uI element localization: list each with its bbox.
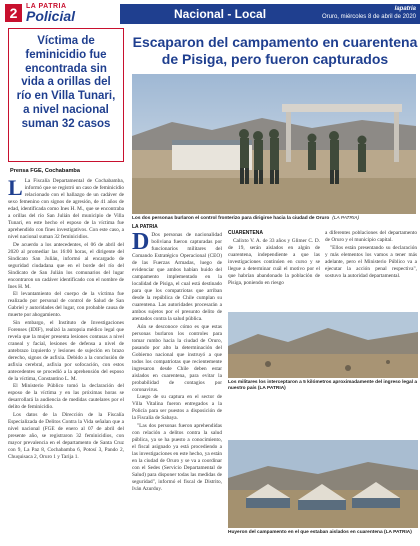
sidebar-headline: Víctima de feminicidio fue encontrada sin vida a orillas del río en Villa Tunari, a nivel nacional suman 32 casos (16, 35, 116, 130)
article-paragraph: a diferentes poblaciones del departamento de Oruro y el municipio capital. (325, 230, 417, 243)
landscape-illustration (228, 312, 418, 378)
article-column-4 (228, 394, 320, 438)
article-paragraph (132, 229, 222, 323)
caption-credit: (LA PATRIA) (383, 530, 412, 535)
article-source-label: LA PATRIA (132, 224, 158, 230)
article-column-1 (132, 224, 222, 542)
brand-section-name: Policial (26, 8, 76, 24)
caption-text: Los dos personas burlaron el control fronterizo para dirigirse hacia la ciudad de Oruro (132, 216, 330, 221)
sidebar-paragraph (8, 178, 124, 241)
photo-caption (228, 380, 418, 392)
section-title: Nacional - Local (174, 7, 267, 21)
article-paragraph: "Las dos personas fueron aprehendidas con relación a delitos contra la salud pública, ya se ha puesto a conocimiento, el fiscal asignado ya está procediendo a las investigaciones en este hecho, ya están en la ciudad de Oruro y se va a coordinar con el Sedes (Servicio Departamental de Salud) para disponer todas las medidas de seguridad", informó el fiscal de Distrito, Iván Azurduy. (132, 422, 222, 492)
brand-top-text: LA PATRIA (26, 3, 67, 10)
drop-cap: L (8, 178, 23, 200)
checkpoint-illustration (132, 74, 416, 214)
sidebar-paragraph: De acuerdo a los antecedentes, el 06 de abril del 2020 al promediar las 16:00 horas, el dirigente del Sindicato San Julián, informó al encargado de seguridad ciudadana que en el borde del río del Sindicato de San Julián los comunarios del lugar encontraron un cadáver identificado con el nombre de Ines H. M. (8, 241, 124, 290)
caption-credit: (LA PATRIA) (257, 386, 286, 391)
sidebar-story (8, 28, 124, 544)
page-number: 2 (5, 4, 22, 22)
sidebar-paragraph: El levantamiento del cuerpo de la víctima fue realizado por personal de control de Salud de San Gabriel y autoridades del lugar, con probable causa de muerte por ahogamiento. (8, 291, 124, 318)
sidebar-headline-box (8, 28, 124, 162)
photo-camp (228, 440, 418, 528)
main-headline: Escaparon del campamento en cuarentena de Pisiga, pero fueron capturados (132, 34, 418, 67)
sidebar-paragraph: Los datos de la Dirección de la Fiscalía Especializada de Delitos Contra la Vida señalan que a nivel nacional (FGE de enero al 07 de abril del presente año, se registraron 32 feminicidios, con mayor prevalencia en el departamento de Santa Cruz con 9, La Paz 8, Cochabamba 6, Potosí 3, Pando 2, Chuquisaca 2, Oruro 1 y Tarija 1. (8, 411, 124, 460)
sidebar-body (8, 178, 124, 546)
drop-cap: D (132, 229, 150, 255)
article-column-5 (325, 394, 417, 438)
sidebar-paragraph-text: La Fiscalía Departamental de Cochabamba, informó que se registró un caso de feminicidio relacionado con el hallazgo de un cadáver de sexo femenino con signos de agresión, de 41 años de edad, identificada como Ines H. M., que se encontraba a orillas del río San Julián del municipio de Villa Tunari, en este hecho el esposo de la víctima fue aprehendido con fines investigativos. Con este caso, a nivel nacional suman 32 feminicidios. (8, 178, 124, 240)
brand-logo (26, 3, 112, 23)
photo-checkpoint (132, 74, 416, 214)
caption-text: Huyeron del campamento en el que estaban aislados en cuarentena (228, 530, 383, 535)
photo-caption (228, 530, 418, 536)
caption-credit: (LA PATRIA) (332, 216, 360, 221)
subhead-cuarentena: CUARENTENA (228, 230, 263, 236)
article-paragraph: Calixto V. A. de 33 años y Glimer C. D. de 19, serán aislados en algún de cuarentena, independiente a que las investigaciones continúen en curso y se llegue a determinar cuál el motivo por el que habrían abandonado la población de Pisiga, poniendo en riesgo (228, 238, 320, 286)
article-paragraph: Luego de su captura en el sector de Villa Vitalina fueron entregados a la Policía para ser puestos a disposición de la Fiscalía de Sabaya. (132, 394, 222, 421)
article-paragraph: Aún se desconoce cómo es que estas personas burlaron los controles para tomar rumbo hacia la ciudad de Oruro, pasando por alto la determinación del Gobierno nacional que instruyó a que todos los compatriotas que recientemente ingresaron desde Chile deben estar aislados en cuarentena, para evitar la probabilidad de contagios por coronavirus. (132, 323, 222, 393)
section-bar (120, 4, 420, 24)
sidebar-paragraph: El Ministerio Público tomó la declaración del esposo de la víctima y en las próximas horas se desarrollará la audiencia de medidas cautelares por el delito de feminicidio. (8, 383, 124, 410)
sidebar-byline: Prensa FGE, Cochabamba (10, 168, 80, 174)
article-column-3 (325, 230, 417, 312)
photo-caption (132, 216, 416, 222)
article-column-2 (228, 230, 320, 312)
caption-text: Los militares los interceptaron a 5 kilómetros aproximadamente del ingreso legal a nuestro país (228, 380, 418, 391)
header-meta (322, 6, 416, 21)
camp-illustration (228, 440, 418, 528)
article-paragraph-text: Dos personas de nacionalidad boliviana fueron capturadas por funcionarios militares del Comando Estratégico Operacional (CEO) de las Fuerzas Armadas, luego de evidenciar que ambos habían huido del campamento implementado en la localidad de Pisiga, el cual está destinado para que los compatriotas que arriban desde la república de Chile cumplan su cuarentena. Las autoridades procesarán a ambos sujetos por el presunto delito de atentados contra la salud pública. (132, 232, 222, 322)
photo-landscape (228, 312, 418, 378)
sidebar-paragraph: Sin embargo, el Instituto de Investigaciones Forenses (IDIF), realizó la autopsia médico legal que revela que la mujer presenta lesiones contusas a nivel craneal y facial, lesiones de defensa a nivel de antebrazo izquierdo y lesiones de sujeción en brazo derecho, signos de asfixia. Debido a la conclusión de asfixia cerebral, asfixia por sofocación, con estos antecedentes se procedió a la aprehensión del esposo de la víctima, Constantino L. M. (8, 319, 124, 382)
header-date: Oruro, miércoles 8 de abril de 2020 (321, 14, 416, 20)
header-right-logo: lapatria (394, 6, 416, 12)
page-header (0, 0, 420, 26)
article-paragraph: "Ellos están presentando su declaración y más elementos los vamos a tener más adelante, pero el Ministerio Público va a ejecutar la acción penal respectiva", sostuvo la autoridad departamental. (325, 244, 417, 279)
